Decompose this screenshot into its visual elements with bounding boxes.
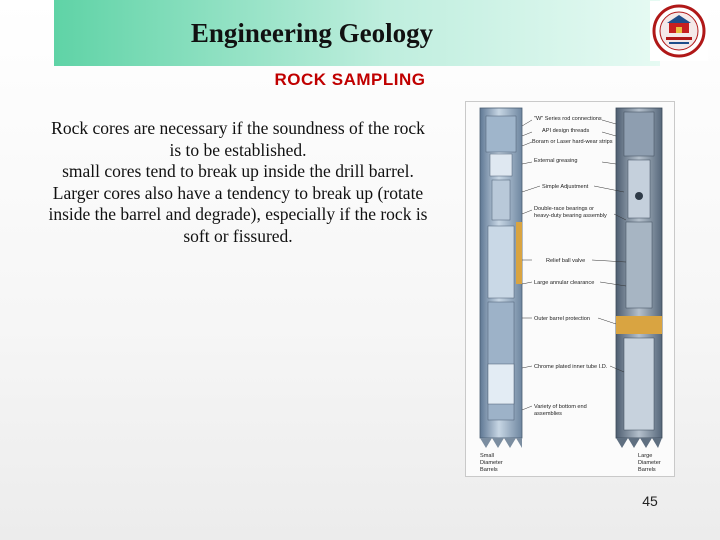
slide-title: Engineering Geology [190, 18, 434, 48]
core-barrel-figure [465, 101, 675, 477]
large-barrels-caption-1: Large [638, 453, 653, 459]
label-heavy-duty-bearing: heavy-duty bearing assembly [534, 213, 607, 219]
slide-subtitle: ROCK SAMPLING [274, 70, 426, 89]
label-relief-ball-valve: Relief ball valve [546, 258, 586, 264]
large-barrels-caption-2: Diameter [638, 460, 661, 466]
label-chrome-inner-tube: Chrome plated inner tube I.D. [534, 364, 608, 370]
core-barrel-diagram [466, 102, 674, 476]
label-double-race-bearings: Double-race bearings or [534, 206, 595, 212]
slide-body [44, 118, 432, 247]
paragraph-small-cores: small cores tend to break up inside the drill barrel. [62, 161, 414, 181]
label-api-threads: API design threads [542, 128, 590, 134]
label-variety-bottom-end: Variety of bottom end [534, 404, 587, 410]
label-outer-barrel-protection: Outer barrel protection [534, 316, 590, 322]
label-simple-adjustment: Simple Adjustment [542, 184, 589, 190]
label-annular-clearance: Large annular clearance [534, 280, 595, 286]
university-emblem-icon [650, 1, 708, 61]
small-barrels-caption-2: Diameter [480, 460, 503, 466]
label-external-greasing: External greasing [534, 158, 578, 164]
large-barrels-caption-3: Barrels [638, 467, 656, 473]
page-number: 45 [642, 493, 658, 509]
small-diameter-barrel [480, 108, 522, 448]
label-rod-connections: "W" Series rod connections [534, 116, 602, 122]
header-bar [54, 0, 660, 66]
small-barrels-caption-3: Barrels [480, 467, 498, 473]
paragraph-rock-cores: Rock cores are necessary if the soundness of the rock is to be established. [51, 118, 425, 160]
small-barrels-caption-1: Small [480, 453, 494, 459]
label-assemblies: assemblies [534, 411, 562, 417]
paragraph-larger-cores: Larger cores also have a tendency to break up (rotate inside the barrel and degrade), especially if the rock is soft or fissured. [48, 182, 428, 246]
large-diameter-barrel [616, 108, 662, 448]
label-hard-wear-strips: Borarn or Laser hard-wear strips [532, 139, 613, 145]
